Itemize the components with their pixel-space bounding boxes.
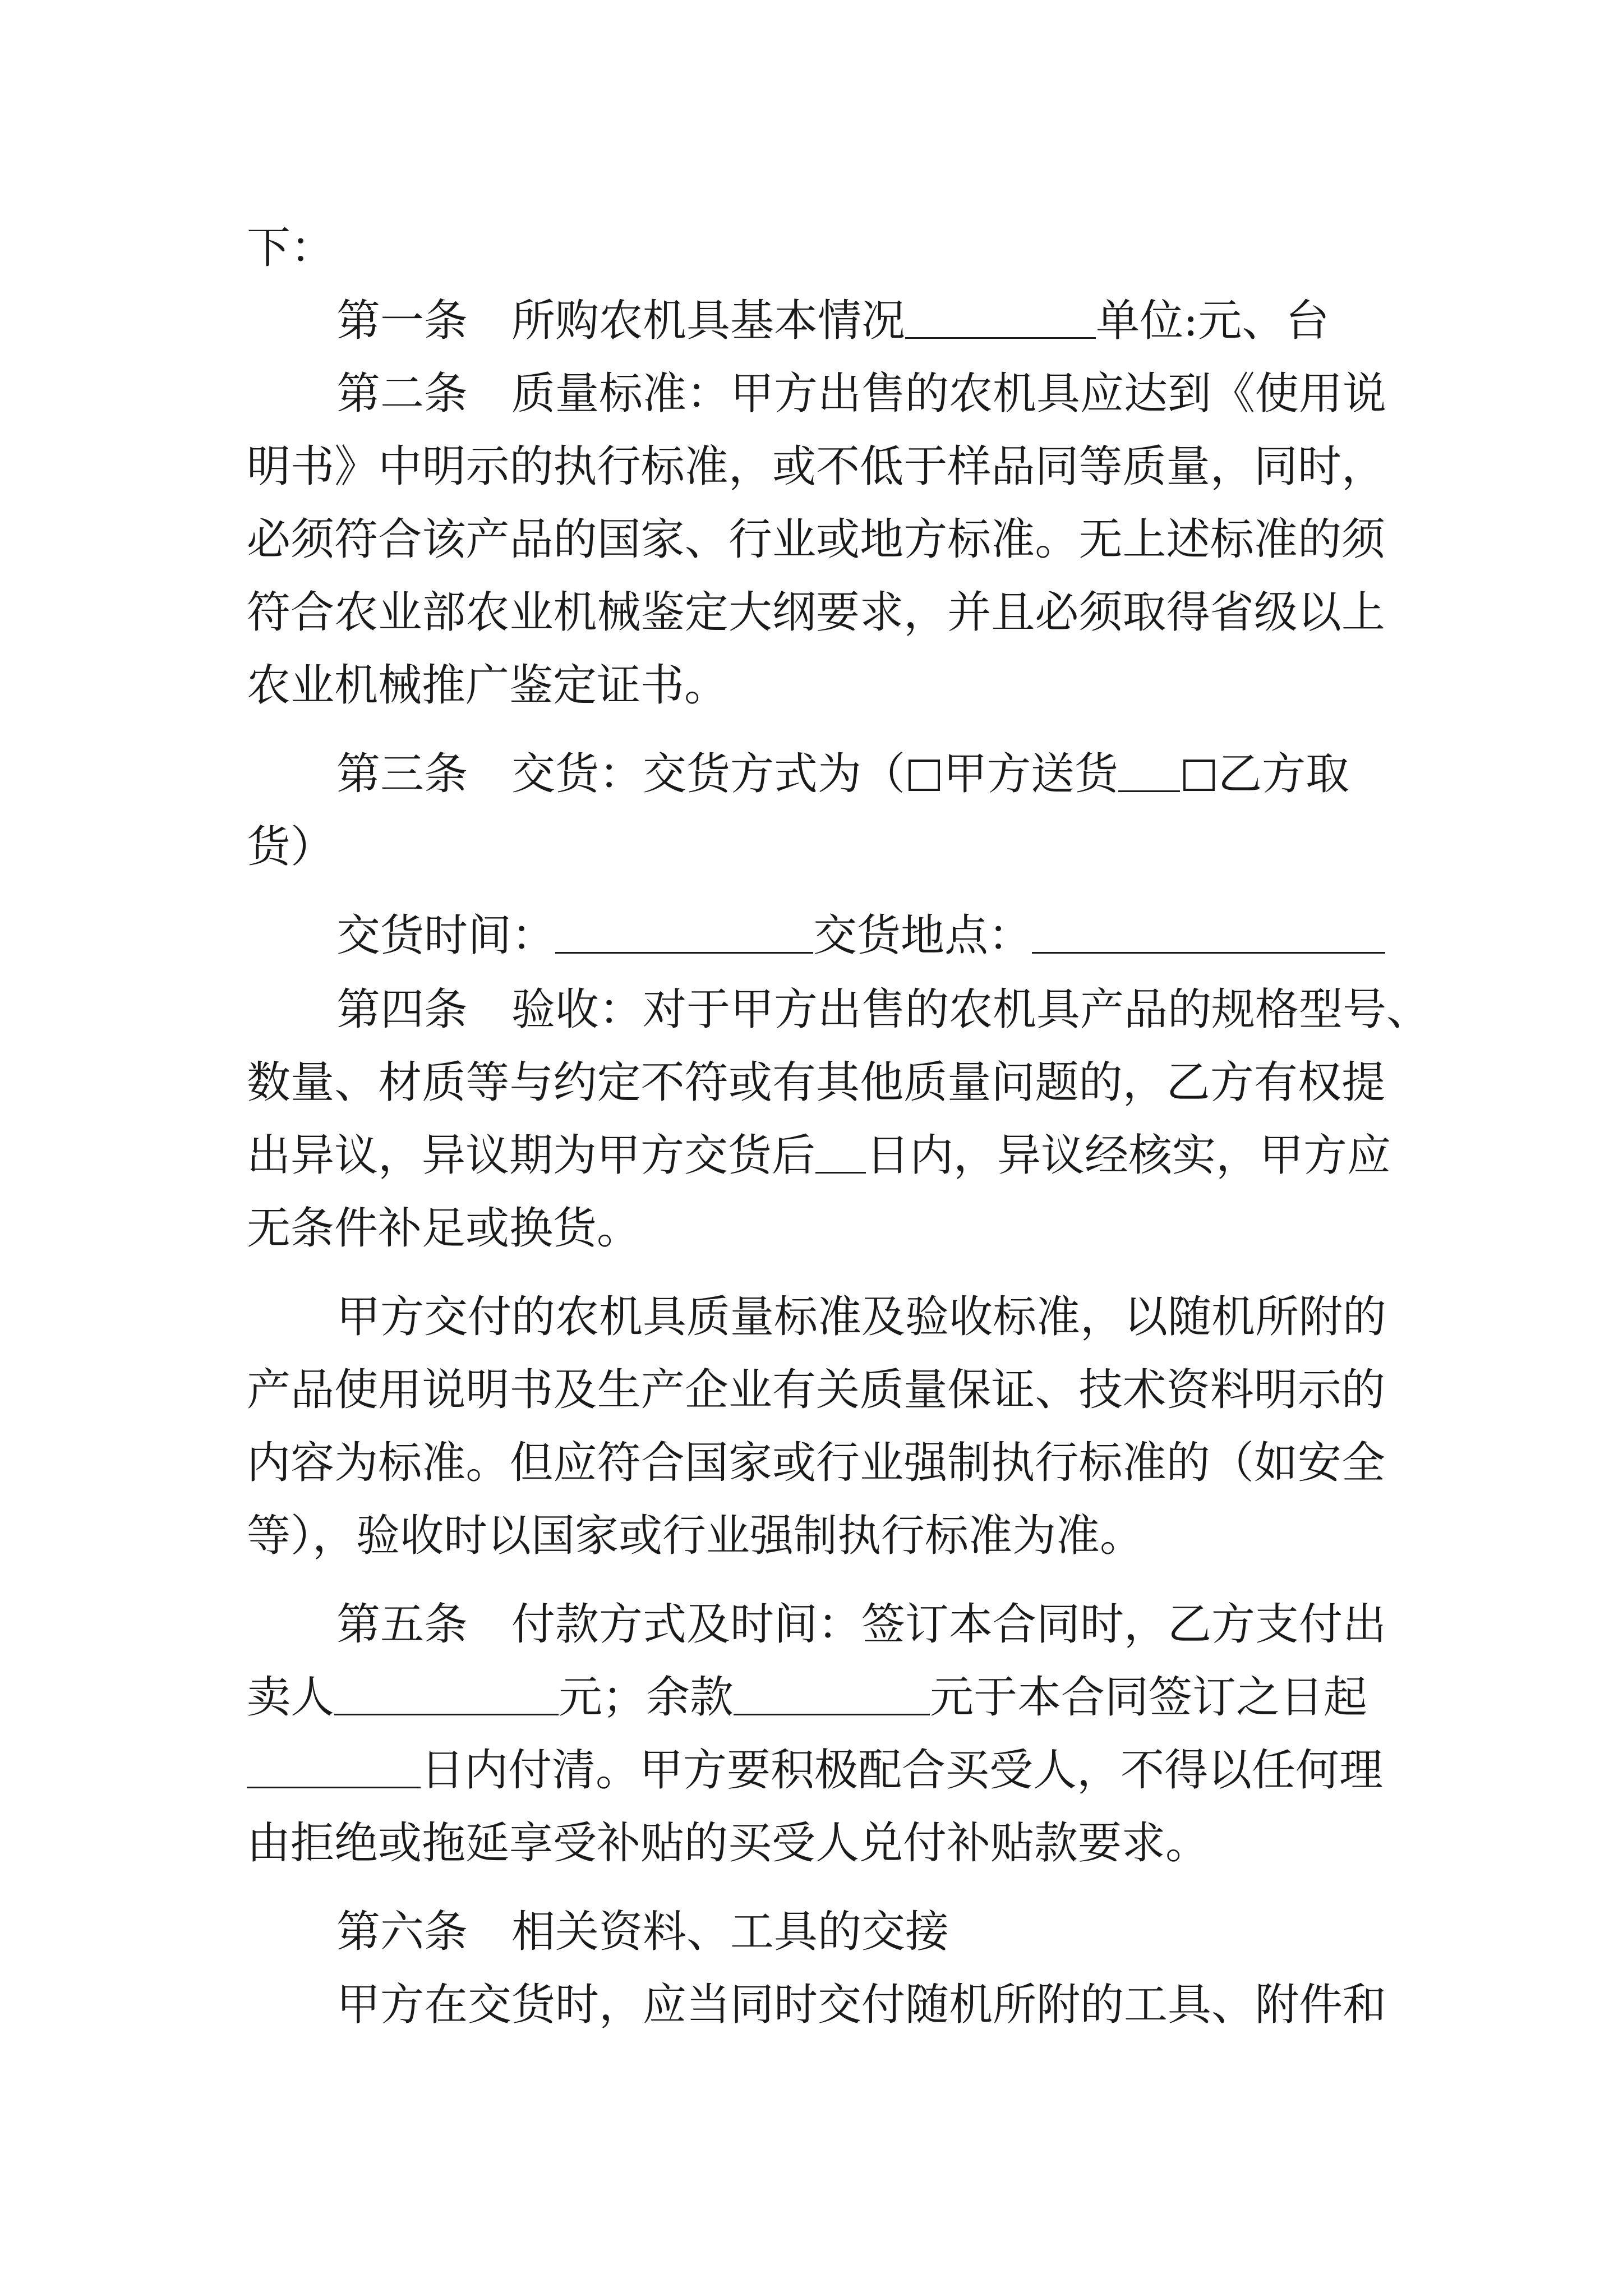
text-fragment: 乙方取 [1218,749,1350,799]
text-fragment: 由拒绝或拖延享受补贴的买受人兑付补贴款要求。 [247,1818,1210,1869]
text-fragment: 元于本合同签订之日起 [930,1672,1368,1723]
text-line [336,1289,1385,1345]
fill-blank [334,1674,559,1715]
text-line [247,1362,1385,1418]
fill-blank [905,298,1096,339]
fill-blank [1118,751,1180,792]
fill-blank [247,1747,421,1788]
text-fragment: 符合农业部农业机械鉴定大纲要求，并且必须取得省级以上 [247,587,1385,638]
text-fragment: 出异议，异议期为甲方交货后 [247,1130,816,1181]
text-fragment: 交货地点： [813,910,1032,961]
text-fragment: 第四条 验收：对于甲方出售的农机具产品的规格型号、 [336,984,1431,1035]
text-line [336,366,1385,422]
text-fragment: 必须符合该产品的国家、行业或地方标准。无上述标准的须 [247,514,1385,565]
text-line [247,1508,1385,1564]
text-line [336,1904,1385,1960]
text-line [247,1815,1385,1871]
text-fragment: 等），验收时以国家或行业强制执行标准为准。 [247,1511,1144,1561]
article-1-line [336,293,1385,349]
text-line [247,1055,1385,1111]
text-fragment: 产品使用说明书及生产企业有关质量保证、技术资料明示的 [247,1365,1385,1415]
payment-line-2 [247,1742,1385,1798]
text-line [247,1435,1385,1491]
text-fragment: 第三条 交货：交货方式为（ [336,749,906,799]
text-fragment: 第五条 付款方式及时间：签订本合同时，乙方支付出 [336,1599,1387,1650]
text-line [247,1200,1385,1257]
text-line [247,439,1385,495]
text-fragment: 甲方送货 [943,749,1119,799]
text-fragment: 第六条 相关资料、工具的交接 [336,1907,949,1957]
text-fragment: 甲方交付的农机具质量标准及验收标准，以随机所附的 [336,1292,1387,1342]
text-line [247,819,1385,875]
fill-blank [1032,913,1385,954]
text-fragment: 卖人 [247,1672,335,1723]
text-fragment: 农业机械推广鉴定证书。 [247,660,728,711]
text-fragment: 第二条 质量标准：甲方出售的农机具应达到《使用说 [336,369,1387,419]
text-line [247,585,1385,641]
text-fragment: 无条件补足或换货。 [247,1203,641,1254]
text-fragment: 数量、材质等与约定不符或有其他质量问题的，乙方有权提 [247,1057,1385,1108]
text-fragment: 内容为标准。但应符合国家或行业强制执行标准的（如安全 [247,1438,1385,1488]
checkbox-icon [1183,760,1215,791]
text-fragment: 明书》中明示的执行标准，或不低于样品同等质量，同时， [247,441,1385,492]
text-line [247,1128,1391,1184]
text-fragment: 货） [247,822,335,872]
text-fragment: 元；余款 [559,1672,734,1723]
delivery-line [336,908,1385,964]
text-line [247,657,1385,714]
fill-blank [815,1133,866,1174]
text-line [336,982,1431,1038]
text-fragment: 下： [247,223,335,273]
text-line [336,1596,1385,1653]
fill-blank [734,1674,930,1715]
text-fragment: 日内付清。甲方要积极配合买受人，不得以任何理 [421,1745,1384,1796]
text-fragment: 交货时间： [336,910,556,961]
text-fragment: 日内，异议经核实，甲方应 [866,1130,1391,1181]
text-fragment: 单位:元、台 [1096,296,1330,346]
checkbox-icon [909,760,940,791]
text-fragment: 甲方在交货时，应当同时交付随机所附的工具、附件和 [336,1980,1387,2030]
text-line [336,1977,1385,2033]
text-fragment: 第一条 所购农机具基本情况 [336,296,906,346]
payment-line [247,1669,1385,1726]
article-3-line [336,746,1385,802]
fill-blank [555,913,813,954]
text-line [247,512,1385,568]
text-line [247,220,1385,276]
